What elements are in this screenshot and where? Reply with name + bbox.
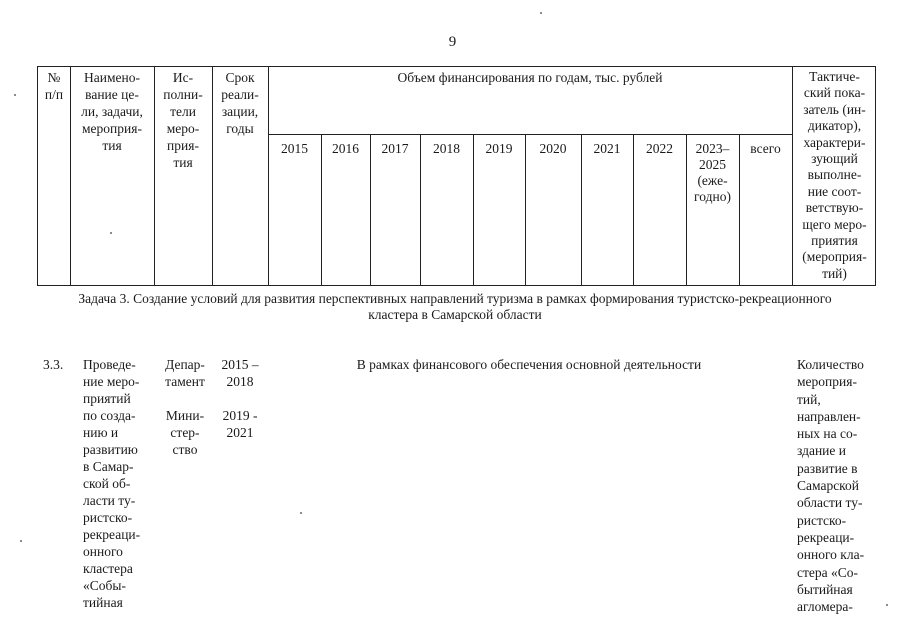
year-range-cell: 2023– 2025 (еже- годно) <box>694 141 731 204</box>
year-cell: 2018 <box>433 141 460 156</box>
row-term-2: 2019 - 2021 <box>222 408 258 440</box>
year-cell: 2022 <box>646 141 673 156</box>
row-indicator: Количество мероприя- тий, направлен- ных на со- здание и развитие в Самарской области ту- ристско- рекреаци- онного кла- стера «Со- бытийная агломера- <box>797 357 865 615</box>
total-cell: всего <box>750 141 781 156</box>
header-funding: Объем финансирования по годам, тыс. рублей <box>397 70 663 85</box>
year-cell: 2020 <box>539 141 567 156</box>
page-number: 9 <box>448 34 457 50</box>
scan-speck <box>14 94 16 96</box>
scan-speck <box>20 540 22 542</box>
header-name: Наимено- вание це- ли, задачи, мероприя- тия <box>81 70 143 153</box>
row-executor-department: Депар- тамент <box>165 357 205 389</box>
scan-speck <box>110 232 112 234</box>
task-heading: Задача 3. Создание условий для развития перспективных направлений туризма в рамках формирования туристско-рекреационного кластера в Самарской области <box>78 291 832 322</box>
year-cell: 2021 <box>593 141 621 156</box>
scan-speck <box>540 12 542 14</box>
header-executors: Ис- полни- тели меро- прия- тия <box>163 70 203 170</box>
scan-speck <box>886 604 888 606</box>
header-number: № п/п <box>44 70 64 102</box>
row-funding: В рамках финансового обеспечения основной деятельности <box>356 357 702 372</box>
row-name: Проведе- ние меро- приятий по созда- нию и развитию в Самар- ской об- ласти ту- ристско- рекреаци- онного кластера «Собы- тийная <box>83 357 141 610</box>
year-cell: 2019 <box>485 141 513 156</box>
year-cell: 2016 <box>332 141 359 156</box>
scan-speck <box>300 512 302 514</box>
header-term: Срок реали- зации, годы <box>221 70 259 136</box>
row-executor-ministry: Мини- стер- ство <box>165 408 205 457</box>
row-number: 3.3. <box>43 357 64 372</box>
row-term-1: 2015 – 2018 <box>221 357 259 389</box>
year-cell: 2015 <box>281 141 308 156</box>
header-indicator: Тактиче- ский пока- затель (ин- дикатор), характери- зующий выполне- ние соот- ветствую- щего меро- приятия (мероприя- тий) <box>802 69 867 281</box>
year-cell: 2017 <box>381 141 409 156</box>
header-table <box>37 66 876 286</box>
